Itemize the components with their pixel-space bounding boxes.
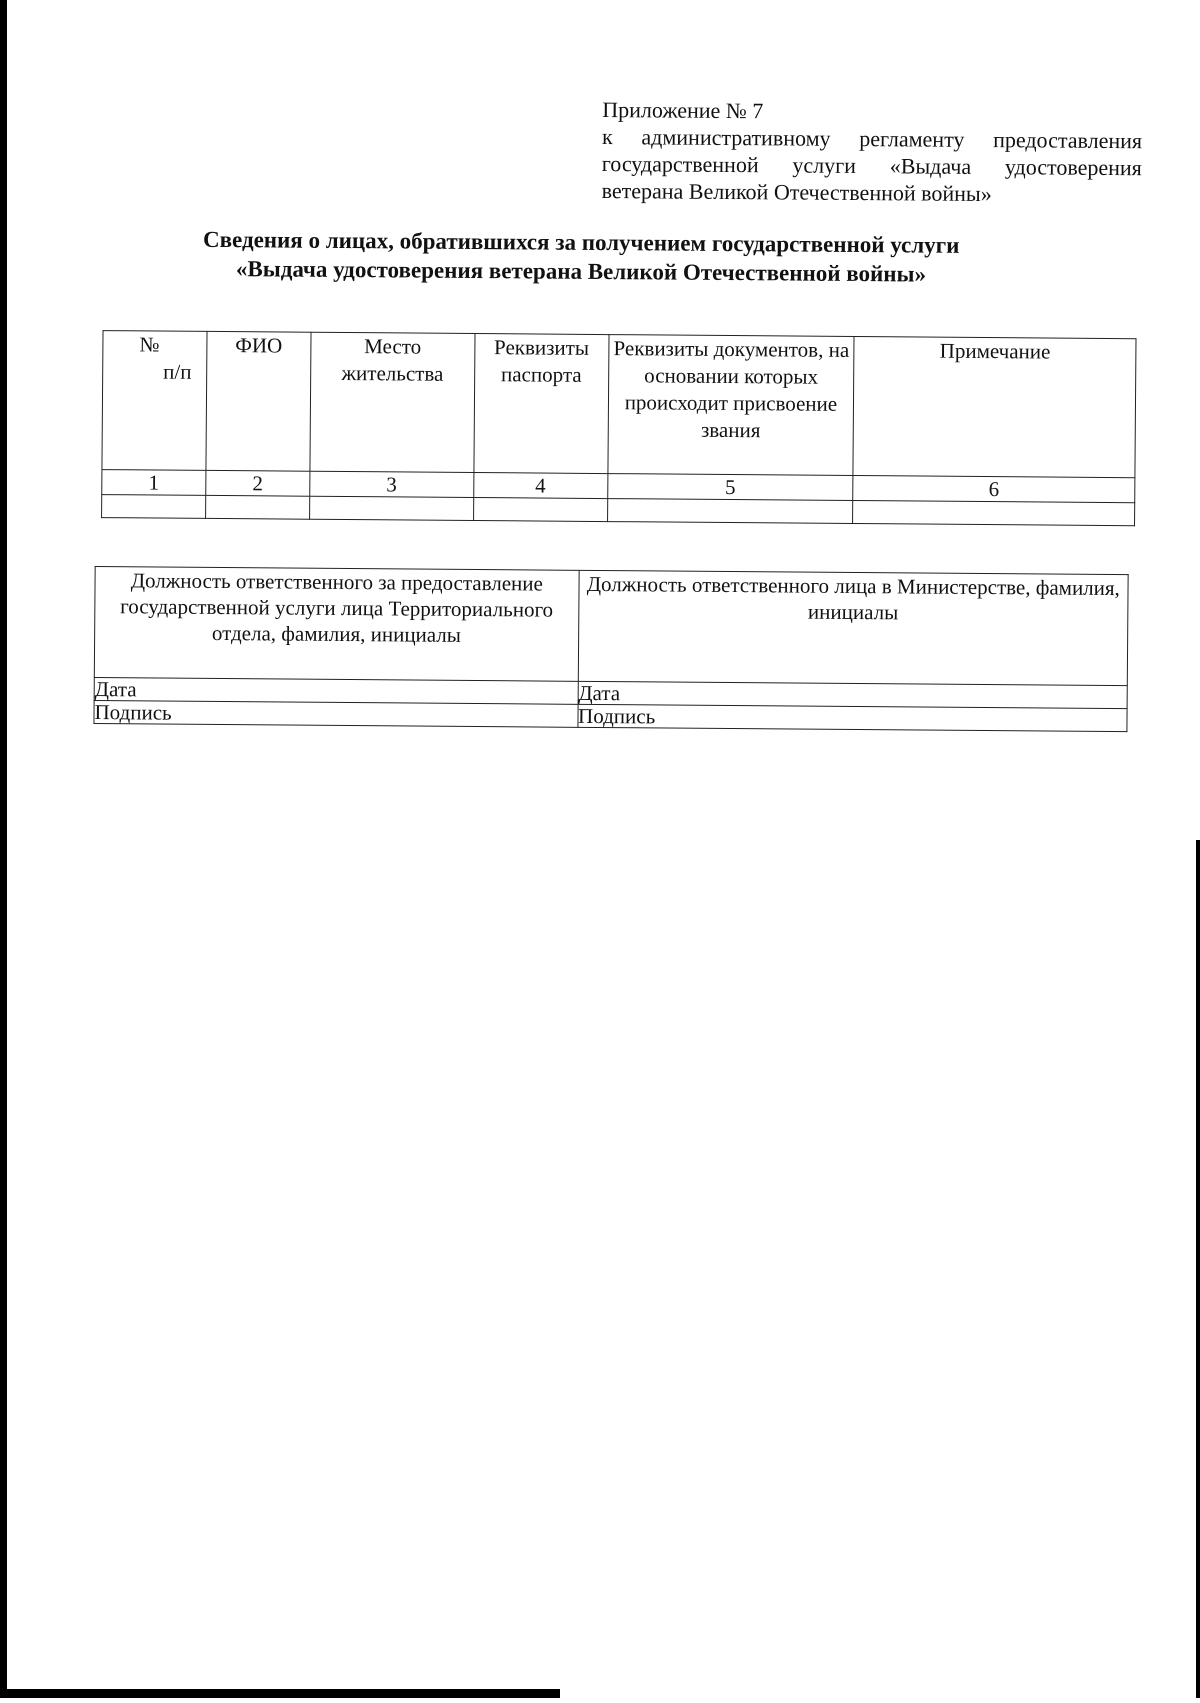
column-number-cell: 3: [310, 471, 474, 497]
appendix-number: Приложение № 7: [602, 97, 764, 124]
header-cell-documents: Реквизиты документов, на основании которых происходит присвоение звания: [608, 335, 855, 476]
scan-edge-right: [1196, 840, 1200, 1698]
empty-cell[interactable]: [102, 495, 206, 519]
header-cell-number: [102, 331, 207, 471]
empty-cell[interactable]: [607, 499, 853, 524]
appendix-text: к административному регламенту предоставления государственной услуги «Выдача удостоверения ветерана Великой Отечественной войны»: [601, 124, 1143, 207]
table-header-row: [102, 331, 1136, 478]
right-date-label[interactable]: Дата: [578, 681, 1128, 708]
left-date-label[interactable]: Дата: [94, 678, 578, 705]
applicants-table: [101, 330, 1136, 526]
column-number-cell: 6: [853, 475, 1135, 502]
title-line-2: «Выдача удостоверения ветерана Великой Отечественной войны»: [235, 256, 927, 287]
empty-cell[interactable]: [853, 500, 1135, 525]
empty-cell[interactable]: [205, 495, 309, 519]
title-line-1: Сведения о лицах, обратившихся за получением государственной услуги: [202, 226, 960, 258]
column-number-cell: 1: [102, 470, 206, 496]
header-cell-fio: ФИО: [206, 331, 311, 471]
column-number-cell: 4: [473, 473, 607, 499]
ministry-officer-position: Должность ответственного лица в Министерстве, фамилия, инициалы: [578, 570, 1128, 685]
header-cell-passport: Реквизиты паспорта: [474, 334, 609, 474]
signature-header-row: [94, 567, 1128, 686]
territorial-officer-position: Должность ответственного за предоставление государственной услуги лица Территориального отдела, фамилия, инициалы: [94, 567, 578, 682]
signature-table: [93, 566, 1128, 732]
empty-cell[interactable]: [309, 496, 473, 520]
empty-cell[interactable]: [473, 498, 607, 522]
document-title: [131, 224, 1031, 289]
header-cell-residence: Место жительства: [310, 332, 475, 472]
appendix-block: [602, 96, 1143, 208]
left-signature-label[interactable]: Подпись: [94, 701, 578, 728]
column-number-cell: 5: [607, 474, 853, 501]
header-cell-note: Примечание: [853, 336, 1136, 477]
column-number-cell: 2: [206, 470, 310, 496]
header-number-symbol: №: [139, 332, 160, 357]
right-signature-label[interactable]: Подпись: [577, 704, 1127, 731]
header-number-sub: п/п: [163, 359, 192, 384]
